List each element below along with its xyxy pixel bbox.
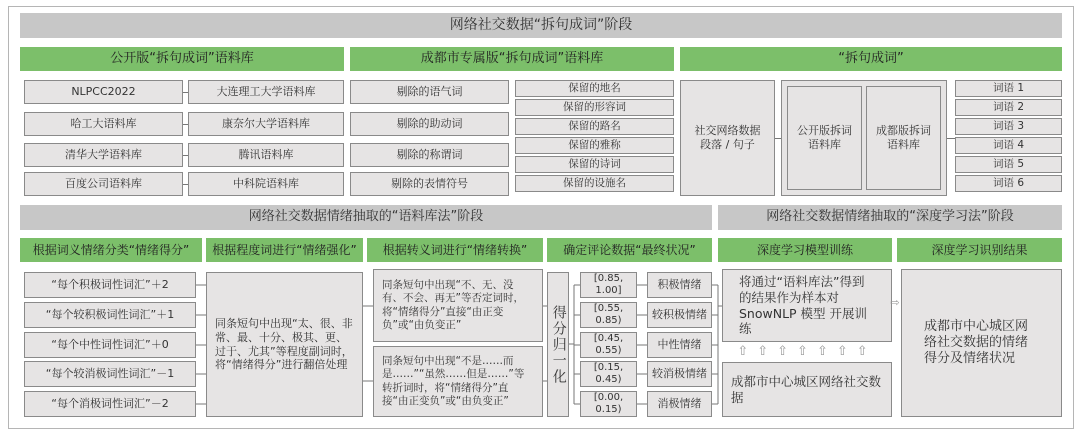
word-output-item: 词语 6 — [955, 175, 1062, 192]
score-rule: “每个消极词性词汇”－2 — [24, 391, 196, 417]
emotion-state: 中性情绪 — [647, 332, 712, 358]
kept-word-item: 保留的诗词 — [515, 156, 674, 173]
public-corpus-item: 康奈尔大学语料库 — [188, 112, 344, 136]
score-rule: “每个较积极词性词汇”＋1 — [24, 302, 196, 328]
stage-banner-split: 网络社交数据“拆句成词”阶段 — [20, 13, 1062, 38]
intensify-rule: 同条短句中出现“太、很、非常、最、十分、极其、更、过于、尤其”等程度副词时，将“情绪得分”进行翻倍处理 — [206, 272, 363, 417]
word-output-item: 词语 5 — [955, 156, 1062, 173]
removed-word-item: 剔除的助动词 — [350, 112, 509, 136]
intensify-header: 根据程度词进行“情绪强化” — [206, 238, 363, 262]
removed-word-item: 剔除的表情符号 — [350, 172, 509, 196]
word-output-item: 词语 3 — [955, 118, 1062, 135]
result-header: 深度学习识别结果 — [897, 238, 1062, 262]
source-text-box: 社交网络数据段落 / 句子 — [680, 80, 775, 196]
training-header: 深度学习模型训练 — [718, 238, 892, 262]
emotion-state: 较积极情绪 — [647, 302, 712, 328]
emotion-state: 较消极情绪 — [647, 361, 712, 387]
public-corpus-item: 中科院语料库 — [188, 172, 344, 196]
upward-arrows: ⇧⇧⇧⇧⇧⇧⇧ — [737, 343, 877, 359]
public-corpus-item: NLPCC2022 — [24, 80, 183, 104]
score-range: [0.00, 0.15) — [580, 391, 637, 417]
emotion-state: 积极情绪 — [647, 272, 712, 298]
convert-header: 根据转义词进行“情绪转换” — [367, 238, 543, 262]
word-output-item: 词语 4 — [955, 137, 1062, 154]
chengdu-corpus-header: 成都市专属版“拆句成词”语料库 — [350, 47, 674, 71]
word-output-item: 词语 1 — [955, 80, 1062, 97]
public-corpus-item: 腾讯语料库 — [188, 143, 344, 167]
kept-word-item: 保留的地名 — [515, 80, 674, 97]
right-arrow-icon: ⇨ — [890, 296, 900, 310]
chengdu-lexicon-box: 成都版拆词语料库 — [866, 86, 941, 190]
public-corpus-item: 百度公司语料库 — [24, 172, 183, 196]
negation-rule: 同条短句中出现“不、无、没有、不会、再无”等否定词时，将“情绪得分”直接“由正变负”或“由负变正” — [373, 269, 543, 342]
normalization-label: 得分归一化 — [550, 304, 567, 385]
kept-word-item: 保留的路名 — [515, 118, 674, 135]
public-corpus-item: 大连理工大学语料库 — [188, 80, 344, 104]
score-range: [0.85, 1.00] — [580, 272, 637, 298]
training-text: 将通过“语料库法”得到的结果作为样本对 SnowNLP 模型 开展训练 — [722, 269, 892, 342]
training-data-box: 成都市中心城区网络社交数据 — [722, 362, 892, 417]
final-header: 确定评论数据“最终状况” — [547, 238, 712, 262]
kept-word-item: 保留的雅称 — [515, 137, 674, 154]
score-range: [0.15, 0.45) — [580, 361, 637, 387]
emotion-state: 消极情绪 — [647, 391, 712, 417]
score-rule: “每个较消极词性词汇”－1 — [24, 361, 196, 387]
stage-banner-corpus: 网络社交数据情绪抽取的“语料库法”阶段 — [20, 205, 712, 230]
score-header: 根据词义情绪分类“情绪得分” — [20, 238, 202, 262]
transition-rule: 同条短句中出现“不是……而是……”“虽然……但是……”等转折词时，将“情绪得分”直接“由正变负”或“由负变正” — [373, 346, 543, 417]
public-corpus-item: 哈工大语料库 — [24, 112, 183, 136]
score-rule: “每个中性词性词汇”＋0 — [24, 332, 196, 358]
removed-word-item: 剔除的称谓词 — [350, 143, 509, 167]
split-header: “拆句成词” — [680, 47, 1062, 71]
word-output-item: 词语 2 — [955, 99, 1062, 116]
public-corpus-header: 公开版“拆句成词”语料库 — [20, 47, 344, 71]
score-range: [0.45, 0.55) — [580, 332, 637, 358]
result-box: 成都市中心城区网络社交数据的情绪得分及情绪状况 — [901, 269, 1062, 417]
score-range: [0.55, 0.85) — [580, 302, 637, 328]
removed-word-item: 剔除的语气词 — [350, 80, 509, 104]
kept-word-item: 保留的形容词 — [515, 99, 674, 116]
public-lexicon-box: 公开版拆词语料库 — [787, 86, 862, 190]
score-rule: “每个积极词性词汇”＋2 — [24, 272, 196, 298]
public-corpus-item: 清华大学语料库 — [24, 143, 183, 167]
kept-word-item: 保留的设施名 — [515, 175, 674, 192]
stage-banner-deep: 网络社交数据情绪抽取的“深度学习法”阶段 — [718, 205, 1062, 230]
